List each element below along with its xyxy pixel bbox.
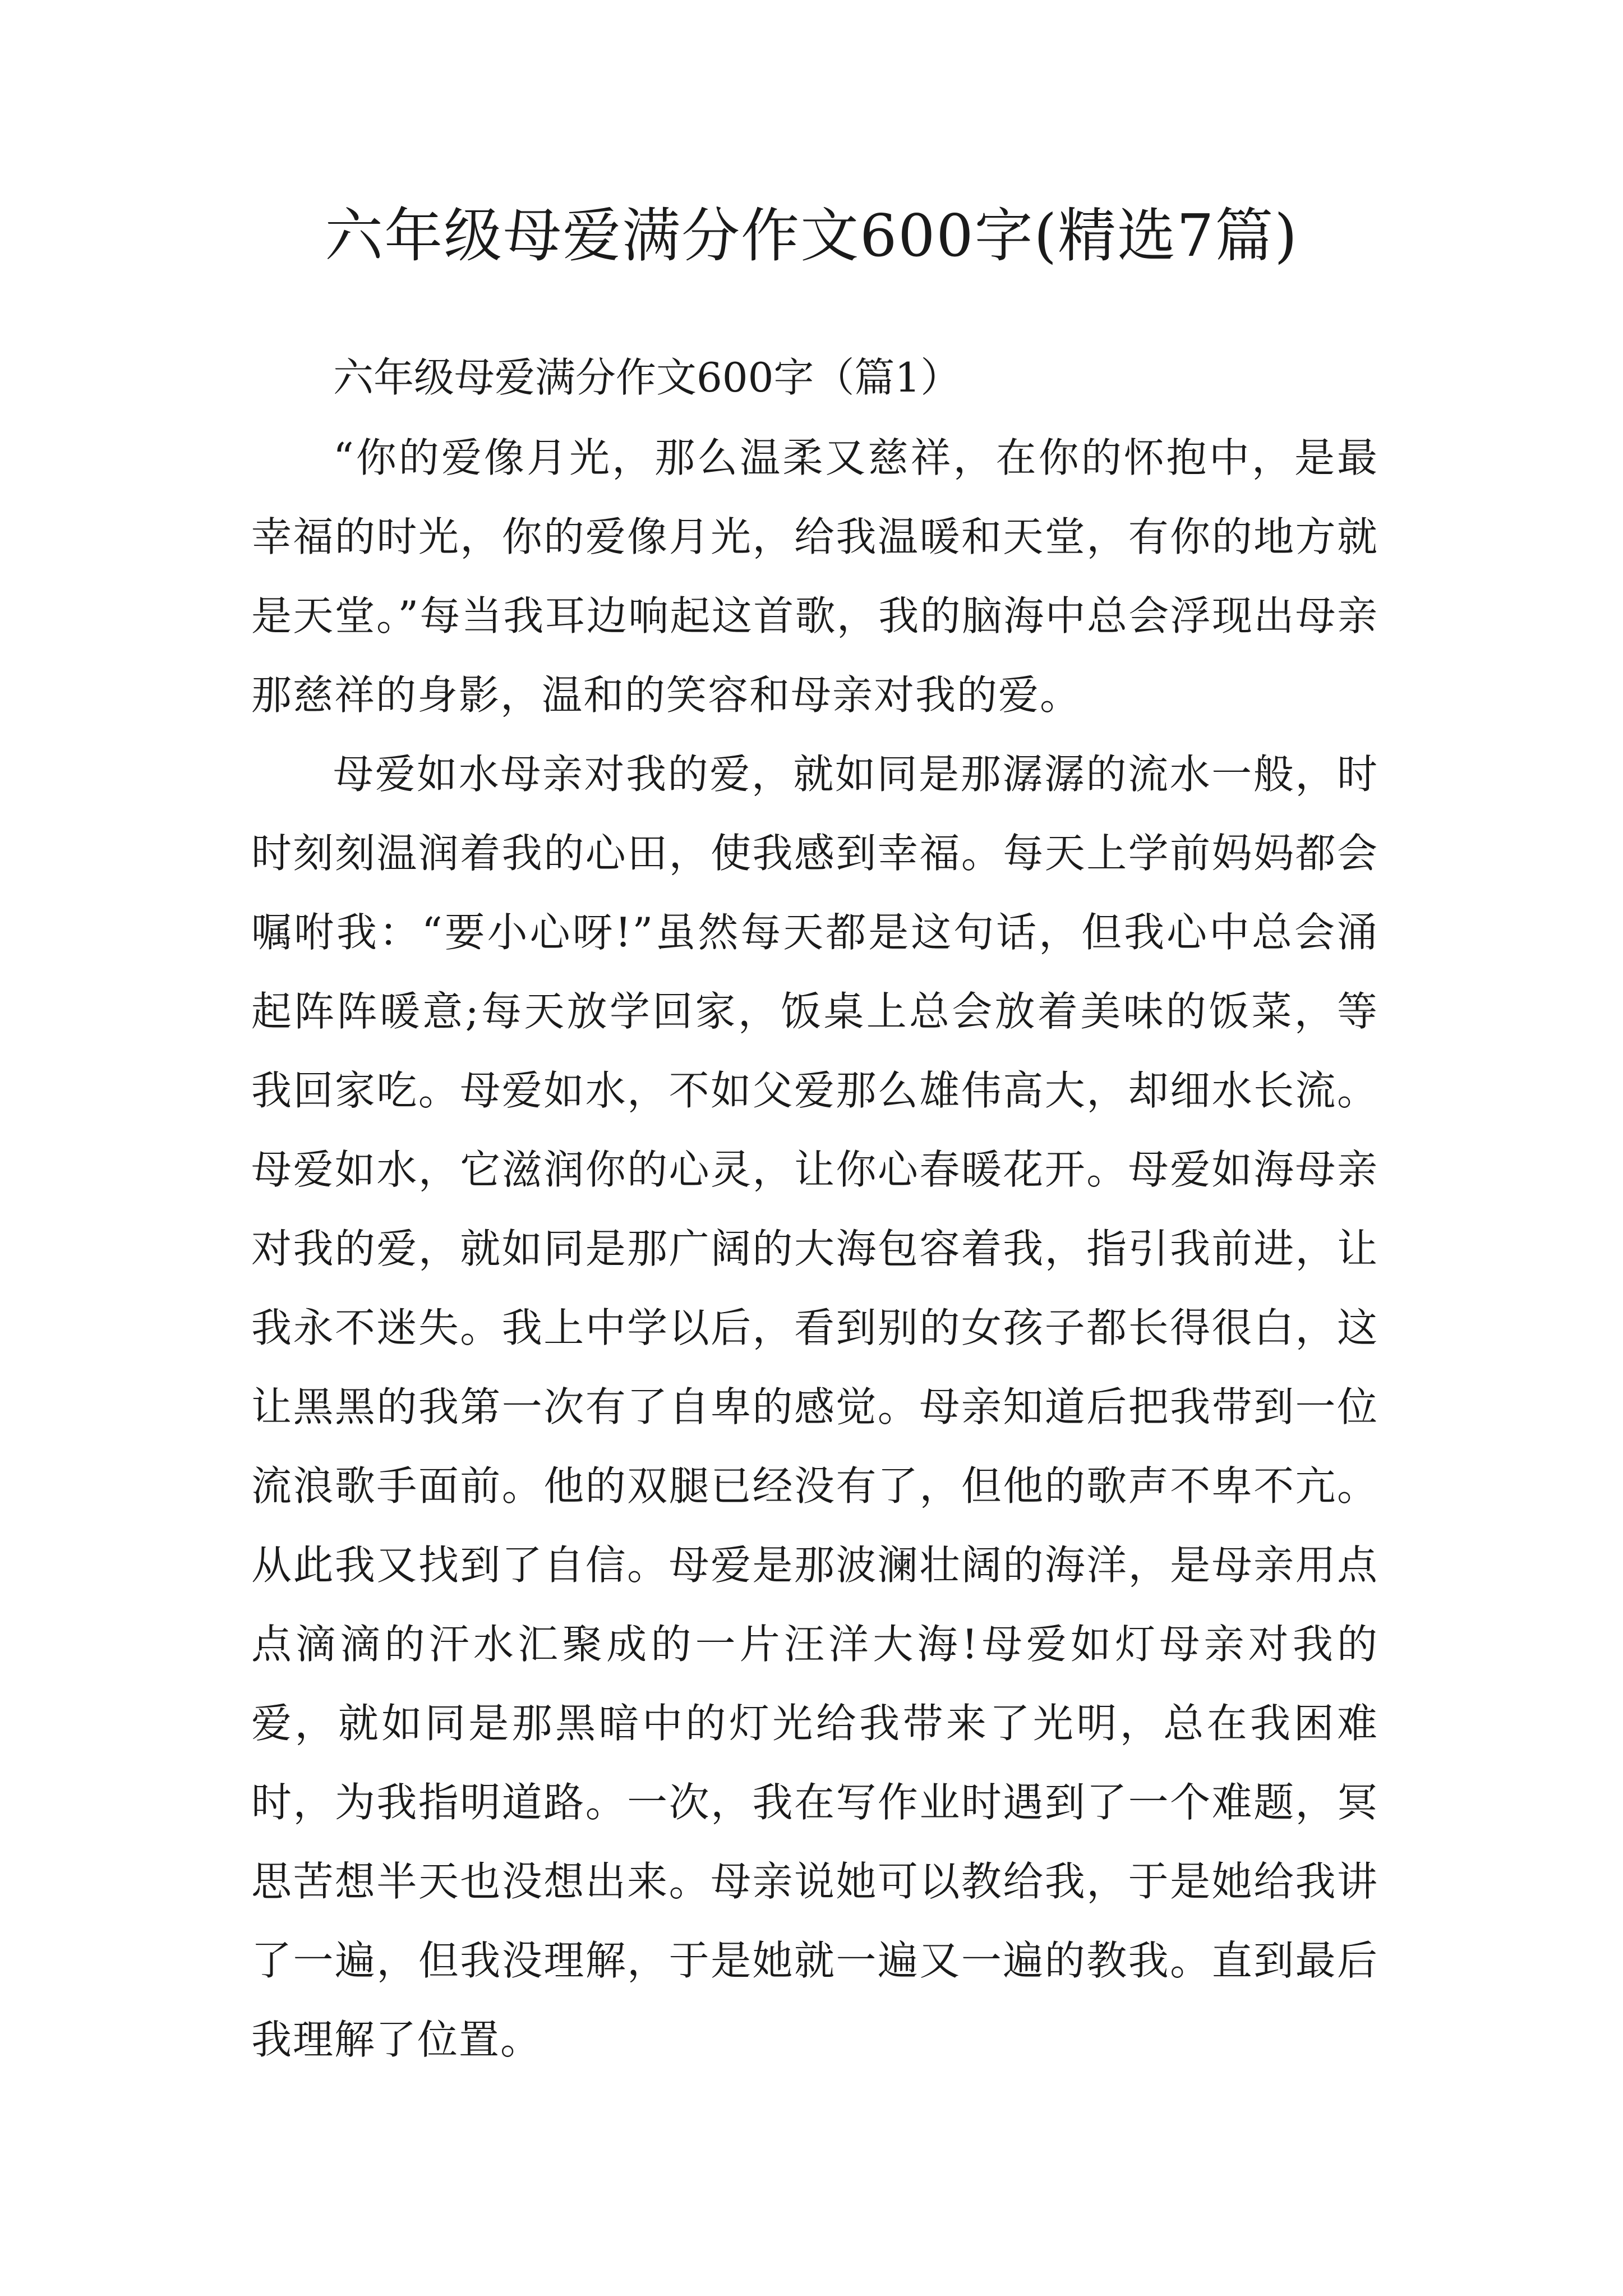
document-body	[251, 337, 1378, 2079]
paragraph-2: 母爱如水母亲对我的爱，就如同是那潺潺的流水一般，时时刻刻温润着我的心田，使我感到幸福。每天上学前妈妈都会嘱咐我：“要小心呀!”虽然每天都是这句话，但我心中总会涌起阵阵暖意;每天放学回家，饭桌上总会放着美味的饭菜，等我回家吃。母爱如水，不如父爱那么雄伟高大，却细水长流。母爱如水，它滋润你的心灵，让你心春暖花开。母爱如海母亲对我的爱，就如同是那广阔的大海包容着我，指引我前进，让我永不迷失。我上中学以后，看到别的女孩子都长得很白，这让黑黑的我第一次有了自卑的感觉。母亲知道后把我带到一位流浪歌手面前。他的双腿已经没有了，但他的歌声不卑不亢。从此我又找到了自信。母爱是那波澜壮阔的海洋，是母亲用点点滴滴的汗水汇聚成的一片汪洋大海!母爱如灯母亲对我的爱，就如同是那黑暗中的灯光给我带来了光明，总在我困难时，为我指明道路。一次，我在写作业时遇到了一个难题，冥思苦想半天也没想出来。母亲说她可以教给我，于是她给我讲了一遍，但我没理解，于是她就一遍又一遍的教我。直到最后我理解了位置。	[251, 751, 1378, 2063]
section-heading: 六年级母爱满分作文600字（篇1）	[333, 354, 961, 401]
document-title: 六年级母爱满分作文600字(精选7篇)	[325, 201, 1298, 270]
paragraph-1: “你的爱像月光，那么温柔又慈祥，在你的怀抱中，是最幸福的时光，你的爱像月光，给我温暖和天堂，有你的地方就是天堂。”每当我耳边响起这首歌，我的脑海中总会浮现出母亲那慈祥的身影，温和的笑容和母亲对我的爱。	[251, 434, 1378, 719]
